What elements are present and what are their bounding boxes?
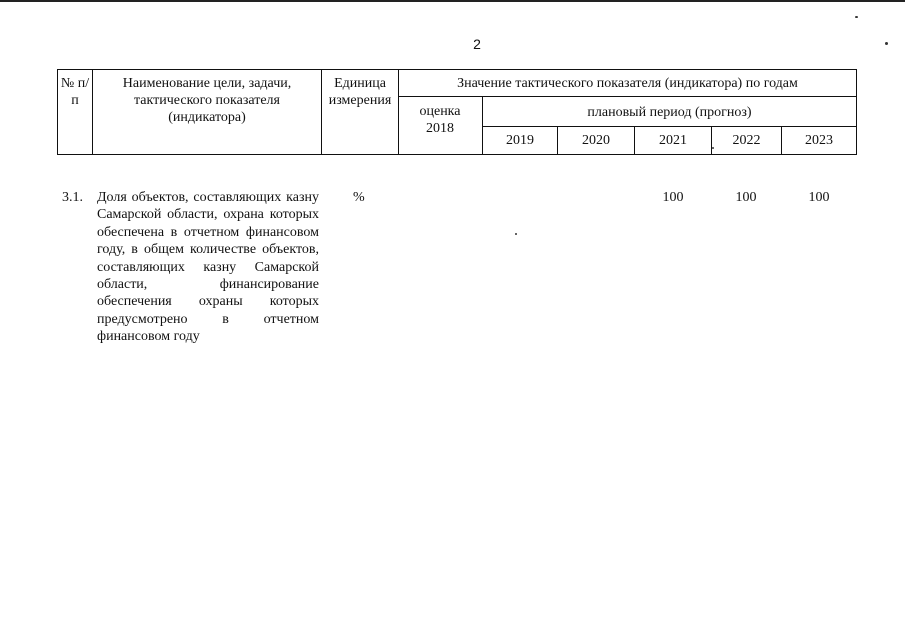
scan-speck (855, 16, 858, 18)
table-border-right (856, 69, 857, 155)
scan-speck (885, 42, 888, 45)
header-year-2023: 2023 (805, 133, 833, 148)
row-value-2022: 100 (735, 190, 757, 205)
header-name: Наименование цели, задачи, тактического показателя (индикатора) (122, 76, 292, 125)
page-number: 2 (473, 36, 481, 52)
header-estimate: оценка 2018 (419, 104, 461, 136)
table-divider-values-group (398, 96, 857, 97)
table-divider-num (92, 69, 93, 155)
row-number: 3.1. (62, 190, 83, 205)
header-num: № п/п (60, 76, 90, 108)
row-value-2023: 100 (808, 190, 830, 205)
row-unit: % (353, 190, 365, 205)
table-border-left (57, 69, 58, 155)
header-unit: Единица измерения (328, 76, 392, 108)
table-divider-planned-period (482, 126, 857, 127)
header-year-2019: 2019 (506, 133, 534, 148)
table-border-bottom (57, 154, 857, 155)
scan-speck (515, 233, 517, 235)
header-planned-period: плановый период (прогноз) (587, 105, 752, 120)
table-border-top (57, 69, 857, 70)
header-year-2021: 2021 (659, 133, 687, 148)
top-edge-rule (0, 0, 905, 2)
header-year-2020: 2020 (582, 133, 610, 148)
header-values-group: Значение тактического показателя (индикатора) по годам (457, 76, 798, 91)
row-value-2021: 100 (662, 190, 684, 205)
header-year-2022: 2022 (732, 133, 761, 148)
row-indicator-name: Доля объектов, составляющих казну Самарской области, охрана которых обеспечена в отчетном финансовом году, в общем количестве объектов, составляющих казну Самарской области, финансирование обеспечения охраны которых предусмотрено в отчетном финансовом году (97, 190, 319, 345)
